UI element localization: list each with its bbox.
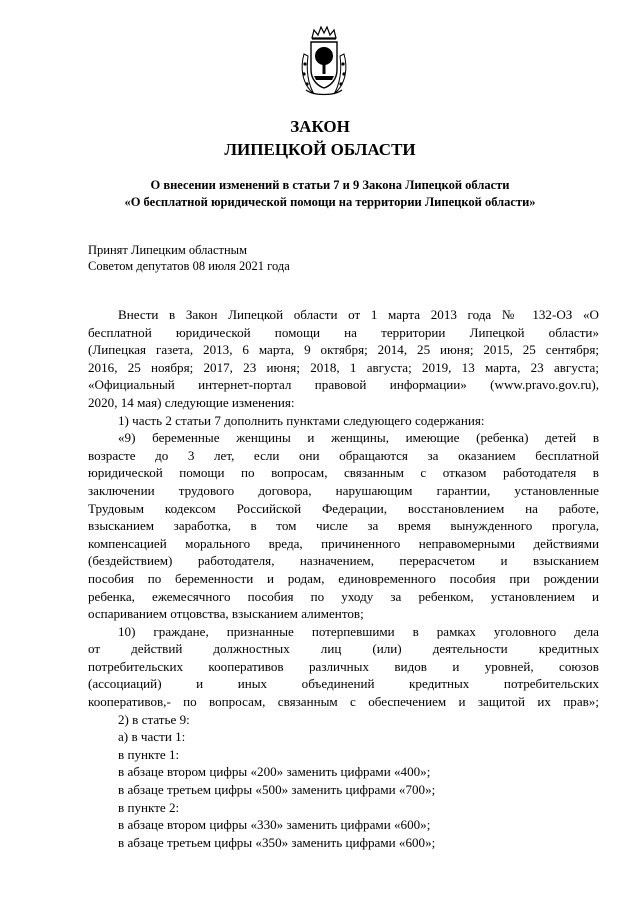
body-line: в абзаце втором цифры «200» заменить цифрами «400»; (118, 764, 431, 780)
body-line: в абзаце третьем цифры «500» заменить цифрами «700»; (118, 782, 436, 798)
body-line: в пункте 2: (118, 799, 180, 815)
body-line: оспариванием отцовства, взысканием алиментов; (88, 606, 364, 622)
body-line: компенсацией морального вреда, причиненного неправомерными действиями (88, 535, 599, 551)
document-title-line1: ЗАКОН (290, 117, 350, 136)
body-line: (Липецкая газета, 2013, 6 марта, 9 октября; 2014, 25 июня; 2015, 25 сентября; (88, 342, 599, 358)
document-subtitle-line2: «О бесплатной юридической помощи на территории Липецкой области» (124, 195, 536, 209)
body-line: Трудовым кодексом Российской Федерации, восстановлением на работе, (88, 500, 599, 516)
body-line: юридической помощи по вопросам, связанным с отказом работодателя в (88, 465, 599, 481)
adopted-info-line1: Принят Липецким областным (88, 243, 247, 257)
body-line: а) в части 1: (118, 729, 186, 745)
body-line: (ассоциаций) и иных объединений кредитных потребительских (88, 676, 599, 692)
body-line: «Официальный интернет-портал правовой информации» (www.pravo.gov.ru), (88, 377, 599, 393)
body-line: 1) часть 2 статьи 7 дополнить пунктами следующего содержания: (118, 412, 485, 428)
body-line: заключении трудового договора, нарушающим гарантии, установленные (88, 482, 599, 498)
body-line: 2016, 25 ноября; 2017, 23 июня; 2018, 1 августа; 2019, 13 марта, 23 августа; (88, 359, 599, 375)
body-line: 10) граждане, признанные потерпевшими в рамках уголовного дела (118, 623, 599, 639)
body-line: от действий должностных лиц (или) деятельности кредитных (88, 641, 599, 657)
body-line: в пункте 1: (118, 746, 180, 762)
body-line: возрасте до 3 лет, если они обращаются за оказанием бесплатной (88, 447, 599, 463)
body-line: кооперативов,- по вопросам, связанным с обеспечением и защитой их прав»; (88, 694, 599, 710)
body-line: Внести в Закон Липецкой области от 1 марта 2013 года № 132-ОЗ «О (118, 307, 599, 322)
document-subtitle-line1: О внесении изменений в статьи 7 и 9 Закона Липецкой области (150, 178, 510, 192)
body-line: 2020, 14 мая) следующие изменения: (88, 394, 295, 410)
body-line: ребенка, ежемесячного пособия по уходу за ребенком, установлением и (88, 588, 599, 604)
body-line: пособия по беременности и родам, единовременного пособия при рождении (88, 570, 599, 586)
document-title-line2: ЛИПЕЦКОЙ ОБЛАСТИ (224, 140, 416, 159)
adopted-info-line2: Советом депутатов 08 июля 2021 года (88, 259, 290, 273)
body-line: в абзаце втором цифры «330» заменить цифрами «600»; (118, 817, 431, 833)
body-line: «9) беременные женщины и женщины, имеющие (ребенка) детей в (118, 430, 599, 446)
document-body (88, 306, 599, 851)
body-line: потребительских кооперативов различных видов и уровней, союзов (88, 658, 599, 674)
body-line: взысканием заработка, в том числе за время вынужденного прогула, (88, 518, 599, 534)
body-line: 2) в статье 9: (118, 711, 190, 727)
body-line: в абзаце третьем цифры «350» заменить цифрами «600»; (118, 834, 436, 850)
body-line: бесплатной юридической помощи на территории Липецкой области» (88, 324, 599, 340)
body-line: (бездействием) работодателя, назначением, перерасчетом и взысканием (88, 553, 599, 569)
coat-of-arms-icon (296, 24, 352, 100)
